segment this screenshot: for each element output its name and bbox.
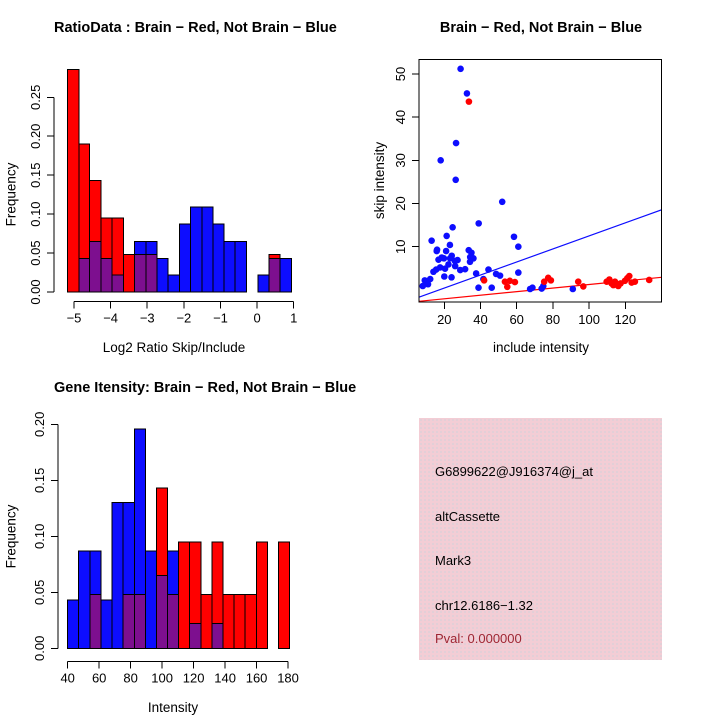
scatter-point-blue bbox=[488, 284, 495, 291]
x-tick-label: 20 bbox=[437, 311, 452, 327]
scatter-point-blue bbox=[475, 220, 482, 227]
hist-bar-overlap bbox=[190, 624, 201, 649]
scatter-point-red bbox=[548, 277, 555, 284]
x-tick-label: 40 bbox=[60, 670, 75, 686]
y-tick-label: 0.20 bbox=[28, 123, 43, 149]
scatter-point-blue bbox=[515, 243, 522, 250]
intensity-scatter-xlabel: include intensity bbox=[492, 340, 590, 355]
scatter-point-red bbox=[632, 278, 639, 285]
hist-bar-overlap bbox=[156, 576, 167, 649]
y-tick-label: 0.15 bbox=[32, 467, 47, 493]
x-tick-label: −5 bbox=[66, 310, 82, 326]
x-tick-label: 80 bbox=[545, 311, 561, 327]
hist-bar bbox=[179, 224, 190, 292]
scatter-point-blue bbox=[452, 176, 459, 183]
hist-bar bbox=[112, 503, 123, 649]
x-tick-label: 40 bbox=[473, 311, 488, 327]
scatter-point-blue bbox=[443, 233, 450, 240]
pval-text: Pval: 0.000000 bbox=[435, 631, 522, 646]
x-tick-label: −3 bbox=[139, 310, 155, 326]
scatter-point-blue bbox=[499, 198, 506, 205]
hist-bar bbox=[79, 551, 90, 648]
scatter-point-blue bbox=[497, 272, 504, 279]
x-tick-label: 60 bbox=[91, 670, 107, 686]
scatter-point-blue bbox=[515, 269, 522, 276]
hist-bar bbox=[202, 207, 213, 292]
histogram-bars bbox=[68, 429, 290, 649]
hist-bar-overlap bbox=[269, 259, 280, 292]
hist-bar bbox=[179, 542, 190, 648]
scatter-point-red bbox=[646, 277, 653, 284]
hist-bar bbox=[258, 275, 269, 292]
hist-bar-overlap bbox=[112, 275, 123, 292]
gene-intensity-histogram-xlabel: Intensity bbox=[147, 700, 199, 715]
hist-bar bbox=[235, 241, 246, 292]
x-tick-label: 120 bbox=[614, 311, 637, 327]
scatter-point-red bbox=[504, 284, 511, 291]
hist-bar bbox=[278, 542, 289, 648]
x-tick-label: 0 bbox=[253, 310, 261, 326]
hist-bar bbox=[280, 259, 291, 292]
hist-bar bbox=[101, 600, 112, 648]
gene-intensity-histogram-title: Gene Itensity: Brain − Red, Not Brain − Blue bbox=[54, 380, 357, 396]
hist-bar-overlap bbox=[212, 624, 223, 649]
hist-bar bbox=[67, 69, 78, 292]
probe-id-text: G6899622@J916374@j_at bbox=[435, 464, 593, 479]
y-tick-label: 20 bbox=[392, 196, 408, 211]
x-tick-label: 140 bbox=[214, 670, 236, 686]
x-tick-label: 1 bbox=[290, 310, 298, 326]
hist-bar bbox=[123, 255, 134, 292]
intensity-scatter-title: Brain − Red, Not Brain − Blue bbox=[439, 20, 643, 36]
scatter-point-blue bbox=[464, 90, 471, 97]
scatter-point-blue bbox=[449, 224, 456, 231]
hist-bar-overlap bbox=[79, 259, 90, 292]
y-tick-label: 0.00 bbox=[28, 279, 43, 305]
scatter-point-blue bbox=[437, 157, 444, 164]
y-tick-label: 50 bbox=[392, 66, 408, 82]
y-tick-label: 0.10 bbox=[32, 523, 47, 549]
ratio-histogram-panel bbox=[0, 0, 360, 360]
histogram-bars bbox=[67, 69, 291, 292]
axes bbox=[412, 59, 662, 309]
scatter-points bbox=[419, 66, 652, 293]
y-tick-label: 0.20 bbox=[32, 411, 47, 437]
hist-bar-overlap bbox=[90, 595, 101, 649]
y-tick-label: 0.25 bbox=[28, 84, 43, 110]
splice-type-text: altCassette bbox=[435, 509, 501, 524]
scatter-point-blue bbox=[430, 268, 437, 275]
hist-bar-overlap bbox=[101, 259, 112, 292]
gene-info-panel bbox=[360, 360, 720, 720]
scatter-point-blue bbox=[442, 265, 449, 272]
x-tick-label: 120 bbox=[182, 670, 205, 686]
y-tick-label: 40 bbox=[392, 109, 408, 125]
y-tick-label: 0.05 bbox=[28, 240, 43, 266]
x-tick-label: −4 bbox=[103, 310, 119, 326]
hist-bar bbox=[224, 241, 235, 292]
y-tick-label: 0.15 bbox=[28, 162, 43, 188]
ratio-histogram-plot bbox=[0, 0, 360, 360]
x-tick-label: 80 bbox=[123, 670, 138, 686]
chromosome-location-text: chr12.6186−1.32 bbox=[435, 598, 533, 613]
hist-bar bbox=[145, 551, 156, 648]
scatter-point-blue bbox=[457, 267, 464, 274]
hist-bar bbox=[223, 595, 234, 649]
scatter-point-blue bbox=[447, 242, 454, 249]
intensity-scatter-plot bbox=[360, 0, 720, 360]
scatter-point-red bbox=[481, 277, 488, 284]
hist-bar bbox=[168, 275, 179, 292]
scatter-point-blue bbox=[434, 246, 441, 253]
scatter-point-blue bbox=[511, 233, 518, 240]
scatter-point-blue bbox=[428, 237, 435, 244]
y-tick-label: 30 bbox=[392, 153, 408, 168]
scatter-point-blue bbox=[570, 286, 577, 293]
gene-info-box bbox=[419, 418, 662, 660]
scatter-point-blue bbox=[441, 273, 448, 280]
hist-bar bbox=[256, 542, 267, 648]
gene-intensity-histogram-ylabel: Frequency bbox=[3, 504, 19, 568]
scatter-point-red bbox=[626, 273, 633, 280]
hist-bar-overlap bbox=[134, 595, 145, 649]
gene-name-text: Mark3 bbox=[435, 553, 472, 568]
hist-bar-overlap bbox=[123, 595, 134, 649]
scatter-point-blue bbox=[448, 274, 455, 281]
hist-bar bbox=[213, 224, 224, 292]
scatter-point-red bbox=[512, 279, 519, 286]
ratio-histogram-xlabel: Log2 Ratio Skip/Include bbox=[102, 340, 246, 355]
y-tick-label: 0.10 bbox=[28, 201, 43, 227]
x-tick-label: 60 bbox=[509, 311, 524, 327]
hist-bar bbox=[201, 595, 212, 649]
scatter-point-blue bbox=[443, 248, 450, 255]
ratio-histogram-ylabel: Frequency bbox=[3, 162, 19, 227]
y-tick-label: 0.05 bbox=[32, 579, 47, 605]
hist-bar bbox=[234, 595, 245, 649]
scatter-point-blue bbox=[485, 266, 492, 273]
ratio-histogram-title: RatioData : Brain − Red, Not Brain − Blue bbox=[54, 20, 337, 36]
scatter-point-red bbox=[580, 283, 587, 290]
hist-bar bbox=[190, 207, 201, 292]
scatter-point-blue bbox=[419, 283, 426, 290]
y-tick-label: 0.00 bbox=[32, 635, 47, 661]
intensity-scatter-ylabel: skip intensity bbox=[372, 141, 388, 219]
scatter-point-blue bbox=[435, 256, 442, 263]
hist-bar bbox=[157, 259, 168, 292]
y-tick-label: 10 bbox=[392, 239, 408, 254]
scatter-point-blue bbox=[453, 140, 460, 147]
x-tick-label: 160 bbox=[245, 670, 268, 686]
x-tick-label: −1 bbox=[213, 310, 228, 326]
scatter-point-blue bbox=[457, 66, 464, 73]
gene-intensity-histogram-panel bbox=[0, 360, 360, 720]
scatter-point-blue bbox=[473, 270, 480, 277]
scatter-point-red bbox=[575, 278, 582, 285]
gene-intensity-histogram-plot bbox=[0, 360, 360, 720]
hist-bar bbox=[68, 600, 79, 648]
x-tick-label: −2 bbox=[176, 310, 192, 326]
x-tick-label: 180 bbox=[277, 670, 299, 686]
x-tick-label: 100 bbox=[151, 670, 173, 686]
intensity-scatter-panel bbox=[360, 0, 720, 360]
scatter-point-blue bbox=[467, 259, 474, 266]
hist-bar-overlap bbox=[167, 595, 178, 649]
scatter-point-red bbox=[466, 98, 473, 105]
scatter-point-blue bbox=[475, 284, 482, 291]
scatter-point-blue bbox=[529, 284, 536, 291]
x-tick-label: 100 bbox=[578, 311, 600, 327]
hist-bar bbox=[245, 595, 256, 649]
hist-bar-overlap bbox=[134, 255, 145, 292]
hist-bar-overlap bbox=[146, 255, 157, 292]
hist-bar-overlap bbox=[90, 241, 101, 292]
